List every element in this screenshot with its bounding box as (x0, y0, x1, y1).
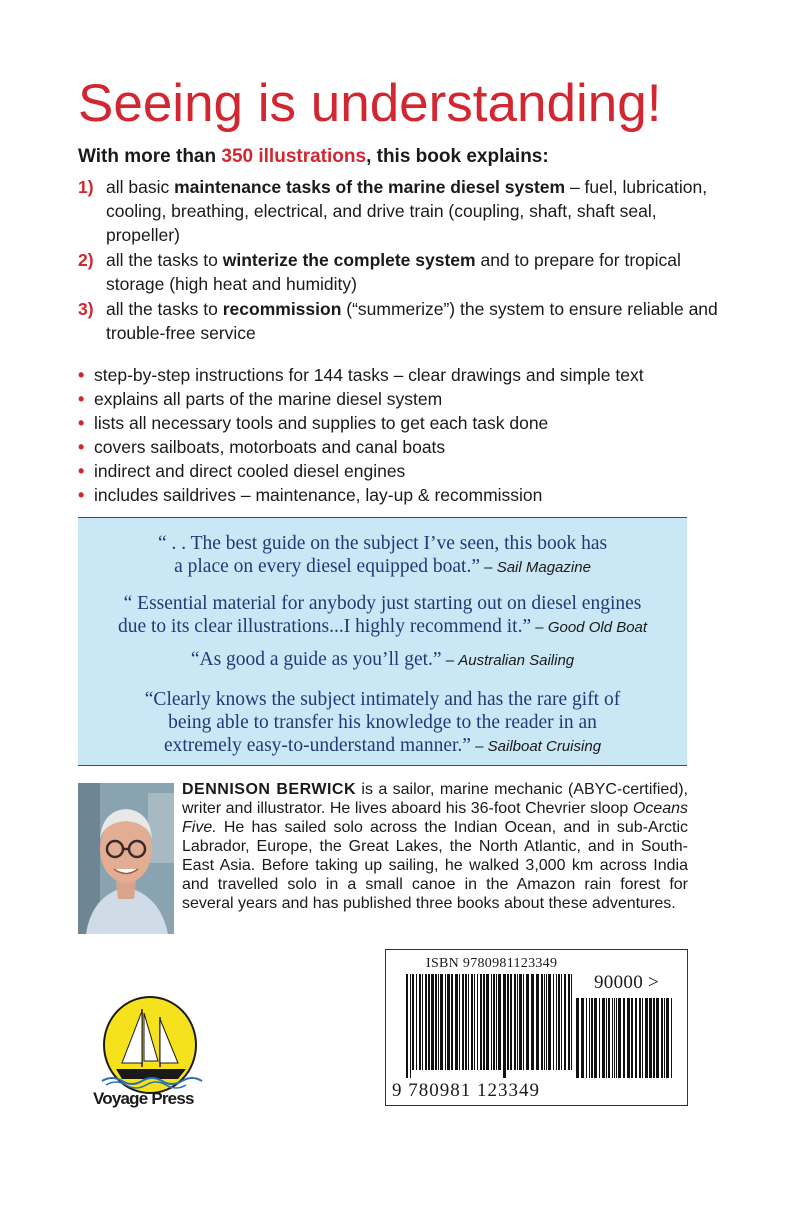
item-text: all the tasks to (106, 250, 223, 270)
barcode-bar (514, 974, 516, 1070)
barcode-bar (455, 974, 458, 1070)
barcode-bar (462, 974, 464, 1070)
barcode-bar (431, 974, 434, 1070)
quote-line: being able to transfer his knowledge to the reader in an (168, 712, 597, 733)
quote-line: “Clearly knows the subject intimately and has the rare gift of (144, 689, 621, 710)
barcode-bar (649, 998, 652, 1078)
barcode-bar (591, 998, 593, 1078)
list-item-text: explains all parts of the marine diesel system (94, 389, 443, 409)
barcode-bar (447, 974, 450, 1070)
isbn-barcode (385, 949, 688, 1106)
quote-source: – Good Old Boat (531, 619, 648, 636)
barcode-bar (428, 974, 430, 1070)
barcode-bar (614, 998, 615, 1078)
barcode-bar (599, 998, 600, 1078)
source-name: Sailboat Cruising (487, 738, 602, 755)
barcode-bar (519, 974, 522, 1070)
item-number: 2) (78, 250, 94, 270)
list-item (78, 387, 728, 411)
barcode-bar (425, 974, 427, 1070)
barcode-bar (576, 998, 579, 1078)
barcode-bar (627, 998, 630, 1078)
barcode-bar (438, 974, 439, 1070)
headline: Seeing is understanding! (78, 74, 662, 133)
barcode-bar (465, 974, 467, 1070)
barcode-bar (474, 974, 475, 1070)
barcode-bar (491, 974, 492, 1070)
barcode-bar (586, 998, 587, 1078)
barcode-bar (606, 998, 607, 1078)
price-code: 90000 > (594, 972, 660, 993)
barcode-bar (410, 974, 411, 1078)
item-number: 3) (78, 299, 94, 319)
list-item-text: lists all necessary tools and supplies to get each task done (94, 413, 549, 433)
barcode-bar (589, 998, 590, 1078)
quote-line: “ Essential material for anybody just starting out on diesel engines (123, 593, 642, 614)
barcode-bars (406, 974, 576, 1078)
barcode-bar (459, 974, 460, 1070)
bullet-icon: • (78, 413, 85, 433)
barcode-bar (564, 974, 566, 1070)
source-name: Good Old Boat (547, 619, 648, 636)
list-item (78, 435, 728, 459)
barcode-bar (546, 974, 547, 1070)
numbered-item (78, 248, 728, 296)
barcode-bar (468, 974, 469, 1070)
barcode-bar (440, 974, 443, 1070)
barcode-bar (536, 974, 539, 1070)
numbered-item (78, 297, 728, 345)
intro-text-after: , this book explains: (366, 146, 549, 167)
barcode-bar (556, 974, 557, 1070)
feature-list (78, 363, 728, 507)
boat-name: Oceans Five. (182, 800, 688, 836)
barcode-bar (653, 998, 655, 1078)
list-item-text: indirect and direct cooled diesel engines (94, 461, 406, 481)
barcode-bar (477, 974, 478, 1070)
barcode-bar (618, 998, 621, 1078)
bullet-icon: • (78, 365, 85, 385)
barcode-bar (507, 974, 509, 1070)
barcode-bar (642, 998, 643, 1078)
review-quote (78, 648, 687, 672)
addon-barcode-bars (576, 998, 676, 1078)
quote-source: – Sail Magazine (480, 559, 591, 576)
item-text: all basic (106, 177, 175, 197)
intro-text-before: With more than (78, 146, 222, 167)
barcode-bar (608, 998, 610, 1078)
item-text: (“summerize”) the system to ensure reliable and trouble-free service (106, 299, 718, 343)
numbered-list (78, 175, 728, 346)
bullet-icon: • (78, 461, 85, 481)
barcode-bar (612, 998, 613, 1078)
quote-line (78, 615, 687, 639)
barcode-bar (664, 998, 665, 1078)
barcode-bar (661, 998, 663, 1078)
source-name: Australian Sailing (458, 652, 575, 669)
barcode-bar (553, 974, 554, 1070)
list-item-text: covers sailboats, motorboats and canal boats (94, 437, 446, 457)
barcode-bar (631, 998, 633, 1078)
list-item (78, 459, 728, 483)
barcode-bar (561, 974, 562, 1070)
barcode-bar (594, 998, 597, 1078)
author-name: DENNISON BERWICK (182, 781, 356, 798)
list-item (78, 483, 728, 507)
barcode-bar (523, 974, 524, 1070)
barcode-bar (416, 974, 417, 1070)
barcode-bar (602, 998, 605, 1078)
item-text: and to prepare for tropical storage (high heat and humidity) (106, 250, 681, 294)
barcode-bar (486, 974, 489, 1070)
quote-line (78, 555, 687, 579)
barcode-bar (645, 998, 648, 1078)
isbn-label: ISBN 9780981123349 (426, 956, 558, 971)
quote-line (78, 734, 687, 758)
item-text: – fuel, lubrication, cooling, breathing, electrical, and drive train (coupling, shaft, shaft seal, propeller) (106, 177, 708, 245)
barcode-bar (496, 974, 497, 1070)
barcode-bar (498, 974, 501, 1070)
review-quote (78, 532, 687, 579)
bullet-icon: • (78, 389, 85, 409)
item-text: all the tasks to (106, 299, 223, 319)
barcode-bar (480, 974, 482, 1070)
item-number: 1) (78, 177, 94, 197)
barcode-bar (419, 974, 421, 1070)
barcode-bar (445, 974, 446, 1070)
barcode-bar (526, 974, 529, 1070)
barcode-bar (623, 998, 625, 1078)
review-quote (78, 688, 687, 758)
numbered-item (78, 175, 728, 247)
bio-text: He has sailed solo across the Indian Ocean, and in sub-Arctic Labrador, Europe, the Great Lakes, the North Atlantic, and in South-East Asia. Before taking up sailing, he walked 3,000 km across India and travelled solo in a small canoe in the Amazon rain forest for several years and has published three books about these adventures. (182, 819, 688, 912)
barcode-bar (548, 974, 551, 1070)
barcode-bar (422, 974, 423, 1070)
item-emphasis: winterize the complete system (222, 250, 476, 270)
barcode-bar (531, 974, 534, 1070)
bullet-icon: • (78, 485, 85, 505)
barcode-bar (541, 974, 543, 1070)
barcode-bar (510, 974, 512, 1070)
barcode-bar (558, 974, 560, 1070)
barcode-bar (503, 974, 506, 1078)
quote-source: – Australian Sailing (441, 652, 575, 669)
quote-text: a place on every diesel equipped boat.” (174, 556, 480, 577)
quote-line (78, 648, 687, 672)
item-emphasis: recommission (222, 299, 342, 319)
item-emphasis: maintenance tasks of the marine diesel system (174, 177, 566, 197)
source-name: Sail Magazine (496, 559, 591, 576)
barcode-bar (493, 974, 495, 1070)
barcode-bar (571, 974, 572, 1070)
barcode-bar (568, 974, 570, 1070)
author-bio (182, 780, 688, 913)
quote-text: extremely easy-to-understand manner.” (163, 735, 471, 756)
barcode-bar (671, 998, 672, 1078)
barcode-bar (471, 974, 473, 1070)
review-quote (78, 592, 687, 639)
author-photo (78, 783, 174, 934)
barcode-bar (635, 998, 637, 1078)
quote-text: due to its clear illustrations...I highly recommend it.” (117, 616, 532, 637)
bullet-icon: • (78, 437, 85, 457)
author-portrait-icon (78, 783, 174, 934)
list-item-text: step-by-step instructions for 144 tasks – clear drawings and simple text (94, 365, 644, 385)
barcode-bar (412, 974, 414, 1070)
barcode-bar (544, 974, 545, 1070)
barcode-bar (581, 998, 584, 1078)
barcode-bar (483, 974, 485, 1070)
barcode-bar (406, 974, 408, 1078)
bio-text: is a sailor, marine mechanic (ABYC-certified), writer and illustrator. He lives aboard his 36-foot Chevrier sloop (182, 781, 689, 817)
quote-text: “As good a guide as you’ll get.” (190, 649, 442, 670)
barcode-digits: 9 780981 123349 (392, 1080, 540, 1101)
reviews-panel (78, 517, 687, 766)
quote-source: – Sailboat Cruising (470, 738, 602, 755)
intro-highlight: 350 illustrations (221, 146, 367, 167)
barcode-bar (517, 974, 518, 1070)
list-item-text: includes saildrives – maintenance, lay-up & recommission (94, 485, 543, 505)
list-item (78, 363, 728, 387)
barcode-bar (639, 998, 641, 1078)
barcode-bar (656, 998, 659, 1078)
publisher-name: Voyage Press (93, 1089, 194, 1108)
barcode-bar (451, 974, 453, 1070)
quote-line: “ . . The best guide on the subject I’ve seen, this book has (157, 533, 608, 554)
list-item (78, 411, 728, 435)
barcode-bar (666, 998, 669, 1078)
barcode-bar (616, 998, 617, 1078)
barcode-bar (435, 974, 437, 1070)
intro-line (78, 145, 758, 169)
